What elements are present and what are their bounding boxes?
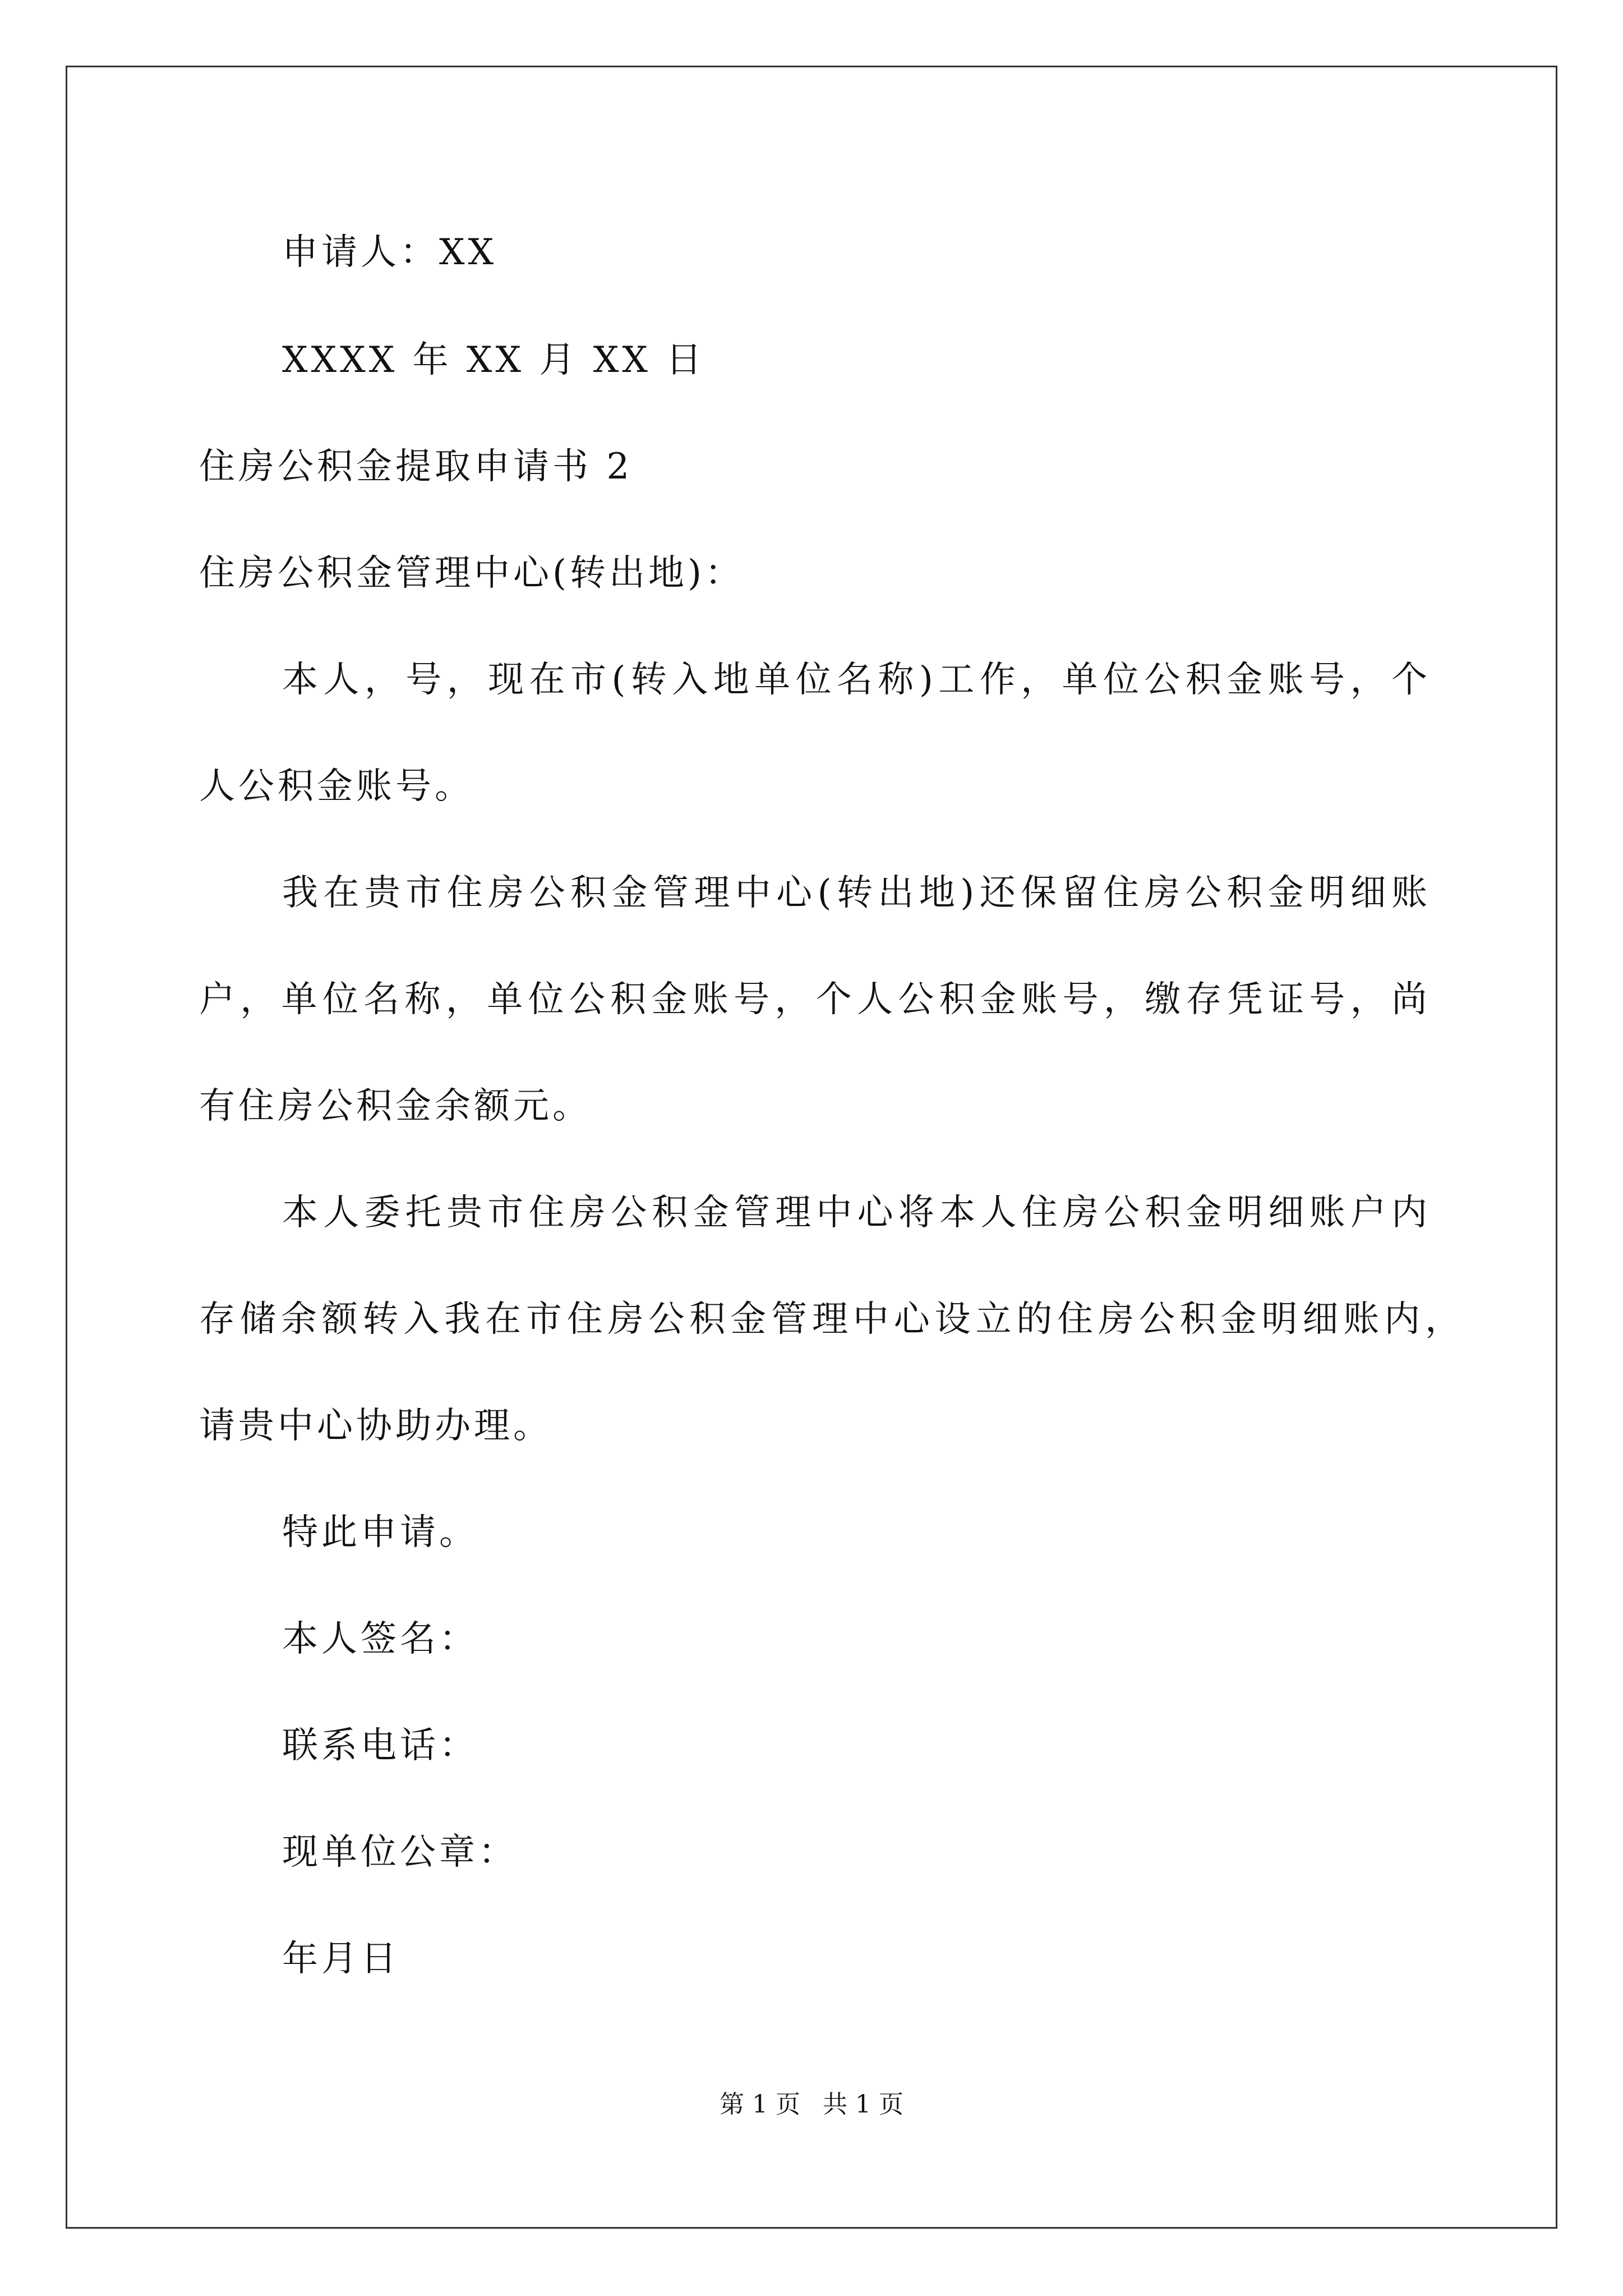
para1-line1: 本人，号，现在市(转入地单位名称)工作，单位公积金账号，个 (282, 659, 1427, 701)
para3-line1: 本人委托贵市住房公积金管理中心将本人住房公积金明细账户内 (282, 1192, 1427, 1234)
closing-text: 特此申请。 (282, 1512, 478, 1553)
phone-label: 联系电话： (282, 1725, 478, 1766)
para2-line3: 有住房公积金余额元。 (199, 1085, 592, 1127)
page-footer (0, 2092, 1623, 2117)
date-blank: 年月日 (282, 1938, 400, 1980)
applicant-line: 申请人：XX (282, 232, 497, 273)
seal-label: 现单位公章： (282, 1832, 518, 1873)
para3-line2: 存储余额转入我在市住房公积金管理中心设立的住房公积金明细账内， (199, 1299, 1461, 1340)
document-title: 住房公积金提取申请书 2 (199, 446, 633, 487)
addressee: 住房公积金管理中心(转出地)： (199, 553, 744, 594)
para2-line2: 户，单位名称，单位公积金账号，个人公积金账号，缴存凭证号，尚 (199, 979, 1427, 1020)
page-border (66, 66, 1557, 2229)
date-line: XXXX 年 XX 月 XX 日 (282, 339, 706, 381)
page-total: 共 1 页 (823, 2090, 903, 2119)
para3-line3: 请贵中心协助办理。 (199, 1405, 552, 1447)
para2-line1: 我在贵市住房公积金管理中心(转出地)还保留住房公积金明细账 (282, 872, 1427, 914)
signature-label: 本人签名： (282, 1618, 478, 1660)
para1-line2: 人公积金账号。 (199, 766, 474, 807)
page-number: 第 1 页 (720, 2090, 800, 2119)
